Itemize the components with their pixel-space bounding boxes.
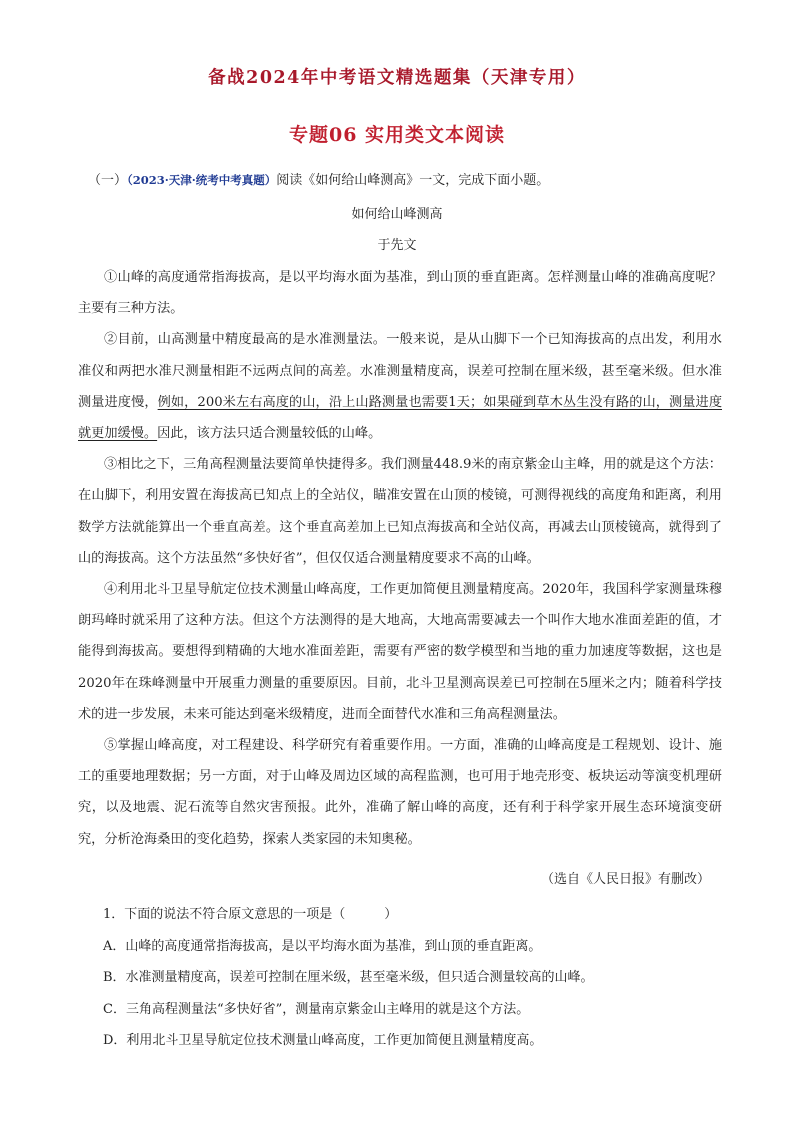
underlined-sentence: 例如，200米左右高度的山，沿上山路测量也需要1天；如果碰到草木丛生没有路的山，测量进度就更加缓慢。 [78,394,723,442]
paragraph-2-text-b: 因此，该方法只适合测量较低的山峰。 [157,426,382,442]
article-author: 于先文 [377,238,417,253]
instruction-text: 阅读《如何给山峰测高》一文，完成下面小题。 [276,173,550,188]
exam-source: （2023·天津·统考中考真题） [127,173,277,187]
article-title: 如何给山峰测高 [351,207,443,222]
option-a: A．山峰的高度通常指海拔高，是以平均海水面为基准，到山顶的垂直距离。 [103,938,542,954]
collection-title: 备战2024年中考语文精选题集（天津专用） [208,68,586,88]
paragraph-3: ③相比之下，三角高程测量法要简单快捷得多。我们测量448.9米的南京紫金山主峰，用的就是这个方法：在山脚下，利用安置在海拔高已知点上的全站仪，瞄准安置在山顶的棱镜，可测得视线的高度角和距离，利用数学方法就能算出一个垂直高差。这个垂直高差加上已知点海拔高和全站仪高，再减去山顶棱镜高，就得到了山的海拔高。这个方法虽然“多快好省”，但仅仅适合测量精度要求不高的山峰。 [78,457,722,566]
paragraph-2-text-a: ②目前，山高测量中精度最高的是水准测量法。一般来说，是从山脚下一个已知海拔高的点出发，利用水准仪和两把水准尺测量相距不远两点间的高差。水准测量精度高，误差可控制在厘米级，甚至毫米级。但水准测量进度慢， [78,332,722,410]
article-source: （选自《人民日报》有删改） [540,872,710,887]
question-stem: 1．下面的说法不符合原文意思的一项是（ ） [103,907,398,922]
question-block [103,899,723,1057]
paragraph-5: ⑤掌握山峰高度，对工程建设、科学研究有着重要作用。一方面，准确的山峰高度是工程规划、设计、施工的重要地理数据；另一方面，对于山峰及周边区域的高程监测，也可用于地壳形变、板块运动等演变机理研究，以及地震、泥石流等自然灾害预报。此外，准确了解山峰的高度，还有利于科学家开展生态环境演变研究，分析沧海桑田的变化趋势，探索人类家园的未知奥秘。 [78,738,722,847]
paragraph-2 [78,324,722,449]
option-d: D．利用北斗卫星导航定位技术测量山峰高度，工作更加简便且测量精度高。 [103,1033,543,1048]
section-number: （一） [88,173,128,188]
topic-title: 专题06 实用类文本阅读 [288,124,506,146]
option-c: C．三角高程测量法“多快好省”，测量南京紫金山主峰用的就是这个方法。 [103,1001,530,1017]
option-b: B．水准测量精度高，误差可控制在厘米级，甚至毫米级，但只适合测量较高的山峰。 [103,970,594,985]
question-intro [88,171,549,190]
paragraph-4: ④利用北斗卫星导航定位技术测量山峰高度，工作更加简便且测量精度高。2020年，我国科学家测量珠穆朗玛峰时就采用了这种方法。但这个方法测得的是大地高，大地高需要减去一个叫作大地水准面差距的值，才能得到海拔高。要想得到精确的大地水准面差距，需要有严密的数学模型和当地的重力加速度等数据，这也是2020年在珠峰测量中开展重力测量的重要原因。目前，北斗卫星测高误差已可控制在5厘米之内；随着科学技术的进一步发展，未来可能达到毫米级精度，进而全面替代水准和三角高程测量法。 [78,582,722,722]
paragraph-1: ①山峰的高度通常指海拔高，是以平均海水面为基准，到山顶的垂直距离。怎样测量山峰的准确高度呢？主要有三种方法。 [78,270,722,317]
article-body [78,262,722,855]
